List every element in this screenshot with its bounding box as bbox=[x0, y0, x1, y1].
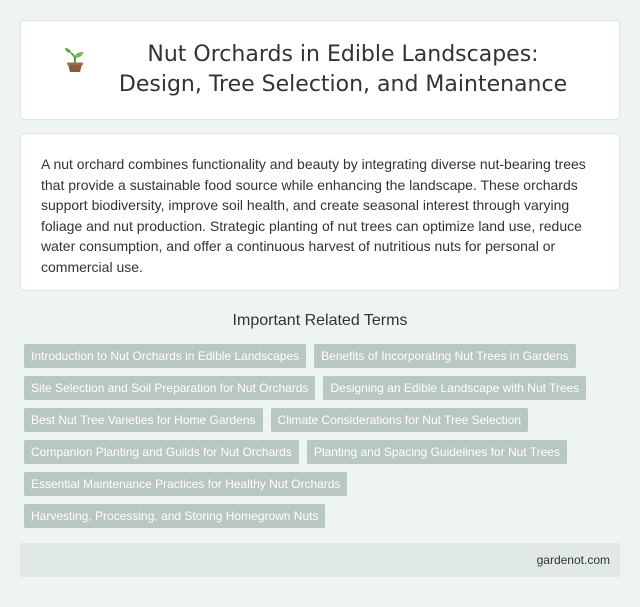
intro-card bbox=[20, 133, 620, 291]
header-card bbox=[20, 20, 620, 120]
term-tag[interactable]: Introduction to Nut Orchards in Edible Landscapes bbox=[24, 344, 306, 368]
title-wrap bbox=[62, 40, 578, 100]
site-link[interactable]: gardenot.com bbox=[536, 553, 610, 567]
sprout-icon bbox=[62, 47, 88, 73]
footer bbox=[20, 543, 620, 577]
term-tag[interactable]: Companion Planting and Guilds for Nut Orchards bbox=[24, 440, 299, 464]
term-tag[interactable]: Planting and Spacing Guidelines for Nut Trees bbox=[307, 440, 567, 464]
related-terms-title: Important Related Terms bbox=[232, 312, 408, 329]
intro-text: A nut orchard combines functionality and beauty by integrating diverse nut-bearing trees that provide a sustainable food source while enhancing the landscape. These orchards support biodiversity, improve soil health, and create seasonal interest through varying foliage and nut production. Strategic planting of nut trees can optimize land use, reduce water consumption, and offer a continuous harvest of nutritious nuts for personal or commercial use. bbox=[41, 156, 586, 275]
page-title: Nut Orchards in Edible Landscapes: Design, Tree Selection, and Maintenance bbox=[118, 42, 568, 97]
term-tag[interactable]: Climate Considerations for Nut Tree Selection bbox=[271, 408, 528, 432]
term-tag[interactable]: Harvesting, Processing, and Storing Homegrown Nuts bbox=[24, 504, 325, 528]
term-tag[interactable]: Best Nut Tree Varieties for Home Gardens bbox=[24, 408, 263, 432]
term-tag[interactable]: Site Selection and Soil Preparation for Nut Orchards bbox=[24, 376, 315, 400]
related-terms-list bbox=[20, 344, 620, 528]
term-tag[interactable]: Essential Maintenance Practices for Healthy Nut Orchards bbox=[24, 472, 347, 496]
term-tag[interactable]: Designing an Edible Landscape with Nut Trees bbox=[323, 376, 586, 400]
term-tag[interactable]: Benefits of Incorporating Nut Trees in Gardens bbox=[314, 344, 575, 368]
